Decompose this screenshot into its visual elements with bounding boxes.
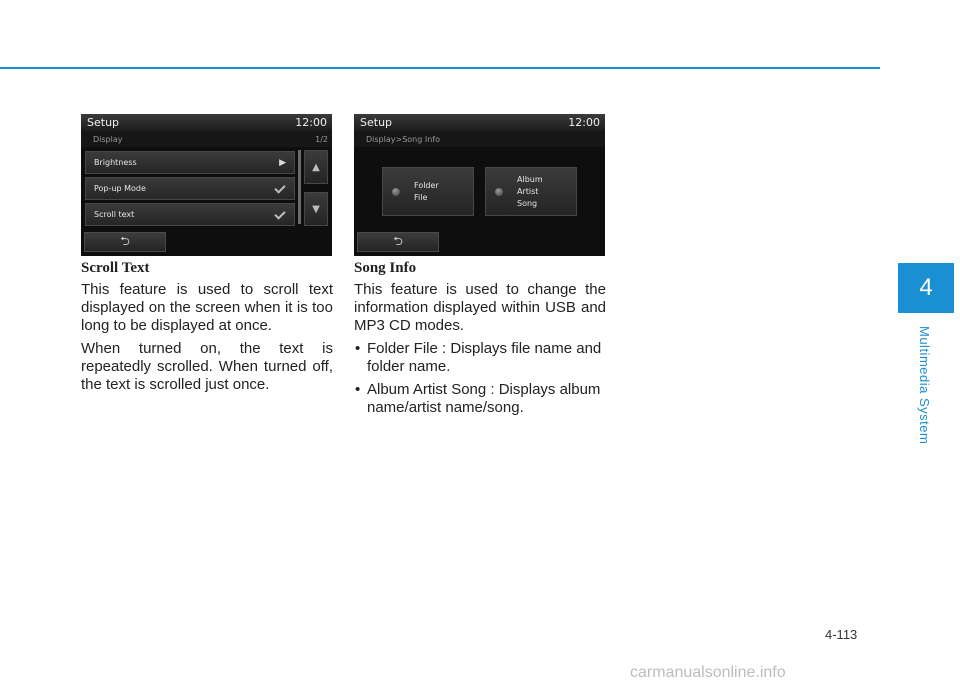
triangle-down-icon: ▼ (312, 203, 320, 215)
screen-subheader (354, 131, 605, 147)
back-button[interactable] (84, 232, 166, 252)
menu-item-popup-mode[interactable] (85, 177, 295, 200)
radio-indicator-icon (392, 188, 400, 196)
section-label: Display>Song Info (366, 134, 440, 144)
chapter-title: Multimedia System (917, 325, 932, 445)
screen-header (81, 114, 332, 131)
menu-item-scroll-text[interactable] (85, 203, 295, 226)
list-item: • Album Artist Song : Displays album name/artist name/song. (354, 381, 606, 417)
screen-clock: 12:00 (568, 116, 600, 129)
bullet-list (354, 340, 606, 417)
option-label: Folder File (414, 180, 439, 202)
paragraph: This feature is used to change the information displayed within USB and MP3 CD modes. (354, 281, 606, 334)
chapter-tab: 4 (898, 263, 954, 313)
song-info-section (354, 259, 606, 422)
back-button[interactable] (357, 232, 439, 252)
song-info-screen (354, 114, 605, 256)
option-album-artist-song-button[interactable] (485, 167, 577, 216)
menu-item-label: Brightness (94, 158, 137, 167)
page-indicator: 1/2 (315, 134, 328, 144)
checkmark-icon (274, 210, 286, 220)
watermark: carmanualsonline.info (630, 664, 786, 681)
checkmark-icon (274, 184, 286, 194)
scroll-text-section (81, 259, 333, 399)
screen-subheader (81, 131, 332, 147)
radio-indicator-icon (495, 188, 503, 196)
menu-item-label: Scroll text (94, 210, 135, 219)
screen-title: Setup (87, 116, 120, 129)
scroll-up-button[interactable] (304, 150, 328, 184)
screen-title: Setup (360, 116, 393, 129)
page-number: 4-113 (825, 627, 858, 642)
paragraph: This feature is used to scroll text displayed on the screen when it is too long to be displayed at once. (81, 281, 333, 334)
section-heading: Song Info (354, 260, 417, 276)
paragraph: When turned on, the text is repeatedly scrolled. When turned off, the text is scrolled just once. (81, 340, 333, 393)
menu-item-brightness[interactable] (85, 151, 295, 174)
back-arrow-icon: ⮌ (393, 233, 403, 248)
section-heading: Scroll Text (81, 260, 150, 276)
screen-header (354, 114, 605, 131)
scroll-down-button[interactable] (304, 192, 328, 226)
back-arrow-icon: ⮌ (120, 233, 130, 248)
screen-clock: 12:00 (295, 116, 327, 129)
play-arrow-icon: ▶ (279, 157, 286, 168)
list-item: • Folder File : Displays file name and folder name. (354, 340, 606, 376)
triangle-up-icon: ▲ (312, 161, 320, 173)
option-label: Album Artist Song (517, 174, 543, 208)
menu-item-label: Pop-up Mode (94, 184, 146, 193)
scrollbar[interactable] (298, 150, 301, 224)
display-setup-screen (81, 114, 332, 256)
option-folder-file-button[interactable] (382, 167, 474, 216)
top-rule (0, 67, 880, 69)
section-label: Display (93, 134, 123, 144)
